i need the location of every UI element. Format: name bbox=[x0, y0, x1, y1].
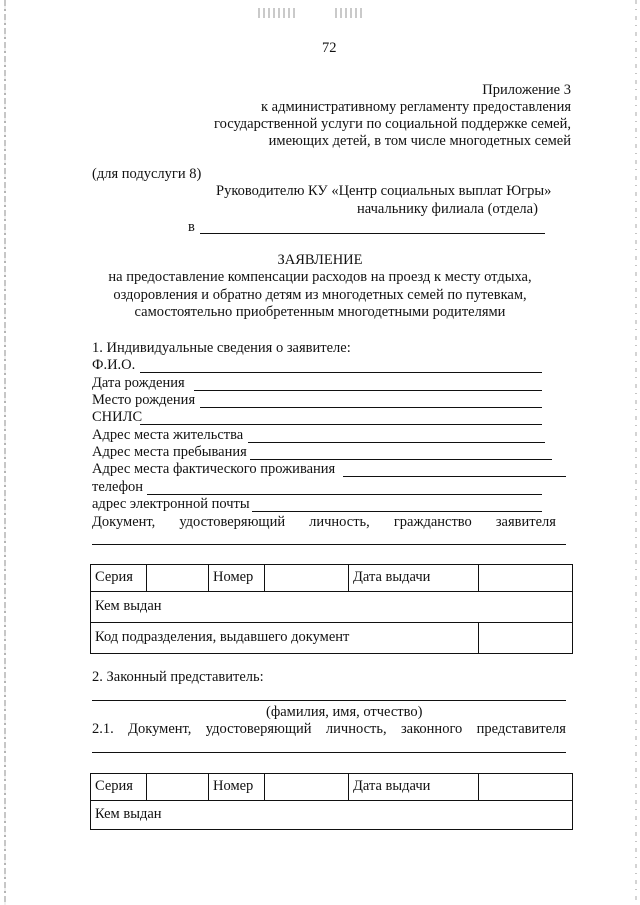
fio-blank bbox=[140, 372, 542, 373]
stay-blank bbox=[250, 459, 552, 460]
scan-mark bbox=[258, 8, 298, 18]
residence-blank bbox=[248, 442, 545, 443]
applicant-document-table bbox=[90, 564, 573, 654]
document-blank bbox=[92, 544, 566, 545]
doc-word: гражданство bbox=[393, 514, 472, 530]
series-label: Серия bbox=[91, 774, 147, 801]
field-label-actual-address: Адрес места фактического проживания bbox=[92, 461, 336, 477]
addressee-line: начальнику филиала (отдела) bbox=[357, 201, 538, 217]
email-blank bbox=[252, 511, 542, 512]
appendix-line: Приложение 3 bbox=[482, 82, 571, 98]
title-line: самостоятельно приобретенным многодетными родителями bbox=[134, 304, 506, 320]
table-row bbox=[91, 801, 573, 830]
doc-word: удостоверяющий bbox=[205, 721, 312, 737]
series-cell bbox=[147, 565, 209, 592]
field-label-stay: Адрес места пребывания bbox=[92, 444, 247, 460]
division-code-cell bbox=[479, 623, 573, 654]
birth-date-blank bbox=[194, 390, 542, 391]
addressee-line: Руководителю КУ «Центр социальных выплат Югры» bbox=[216, 183, 552, 199]
number-label: Номер bbox=[209, 774, 265, 801]
snils-blank bbox=[140, 424, 542, 425]
table-row bbox=[91, 565, 573, 592]
division-code-label: Код подразделения, выдавшего документ bbox=[91, 623, 479, 654]
number-cell bbox=[265, 774, 349, 801]
doc-word: личность, bbox=[309, 514, 370, 530]
doc-word: личность, bbox=[325, 721, 387, 737]
scan-edge-left bbox=[4, 0, 6, 905]
issued-by-label: Кем выдан bbox=[91, 801, 573, 830]
number-label: Номер bbox=[209, 565, 265, 592]
representative-document-line bbox=[92, 721, 566, 738]
doc-word: удостоверяющий bbox=[179, 514, 286, 530]
doc-word: заявителя bbox=[495, 514, 556, 530]
doc-word: представителя bbox=[476, 721, 566, 737]
appendix-line: государственной услуги по социальной поддержке семей, bbox=[214, 116, 571, 132]
issued-by-label: Кем выдан bbox=[91, 592, 573, 623]
issue-date-label: Дата выдачи bbox=[349, 774, 479, 801]
title-line: на предоставление компенсации расходов на проезд к месту отдыха, bbox=[108, 269, 532, 285]
field-label-snils: СНИЛС bbox=[92, 409, 143, 425]
section-heading: 1. Индивидуальные сведения о заявителе: bbox=[92, 340, 351, 356]
issue-date-cell bbox=[479, 565, 573, 592]
table-row bbox=[91, 774, 573, 801]
page-number: 72 bbox=[322, 40, 337, 56]
doc-word: 2.1. bbox=[92, 721, 114, 737]
doc-word: законного bbox=[400, 721, 463, 737]
phone-blank bbox=[147, 494, 542, 495]
field-label-residence: Адрес места жительства bbox=[92, 427, 244, 443]
field-label-phone: телефон bbox=[92, 479, 144, 495]
title-line: оздоровления и обратно детям из многодетных семей по путевкам, bbox=[113, 287, 527, 303]
series-cell bbox=[147, 774, 209, 801]
issue-date-label: Дата выдачи bbox=[349, 565, 479, 592]
representative-document-table bbox=[90, 773, 573, 830]
series-label: Серия bbox=[91, 565, 147, 592]
blank-line bbox=[200, 233, 545, 234]
field-label-birth-place: Место рождения bbox=[92, 392, 196, 408]
fio-caption: (фамилия, имя, отчество) bbox=[266, 704, 423, 720]
issue-date-cell bbox=[479, 774, 573, 801]
table-row bbox=[91, 623, 573, 654]
birth-place-blank bbox=[200, 407, 542, 408]
section-heading: 2. Законный представитель: bbox=[92, 669, 264, 685]
appendix-line: к административному регламенту предоставления bbox=[260, 99, 571, 115]
representative-fio-blank bbox=[92, 700, 566, 701]
doc-word: Документ, bbox=[92, 514, 156, 530]
field-label-email: адрес электронной почты bbox=[92, 496, 250, 512]
number-cell bbox=[265, 565, 349, 592]
addressee-prefix: в bbox=[188, 219, 195, 235]
field-label-birth-date: Дата рождения bbox=[92, 375, 185, 391]
appendix-line: имеющих детей, в том числе многодетных семей bbox=[268, 133, 571, 149]
document-line bbox=[92, 514, 556, 531]
scan-mark bbox=[335, 8, 365, 18]
subservice-note: (для подуслуги 8) bbox=[92, 166, 202, 182]
actual-address-blank bbox=[343, 476, 566, 477]
representative-document-blank bbox=[92, 752, 566, 753]
field-label-fio: Ф.И.О. bbox=[92, 357, 136, 373]
doc-word: Документ, bbox=[128, 721, 192, 737]
title-main: ЗАЯВЛЕНИЕ bbox=[277, 252, 363, 268]
table-row bbox=[91, 592, 573, 623]
scan-edge-right bbox=[635, 0, 637, 905]
